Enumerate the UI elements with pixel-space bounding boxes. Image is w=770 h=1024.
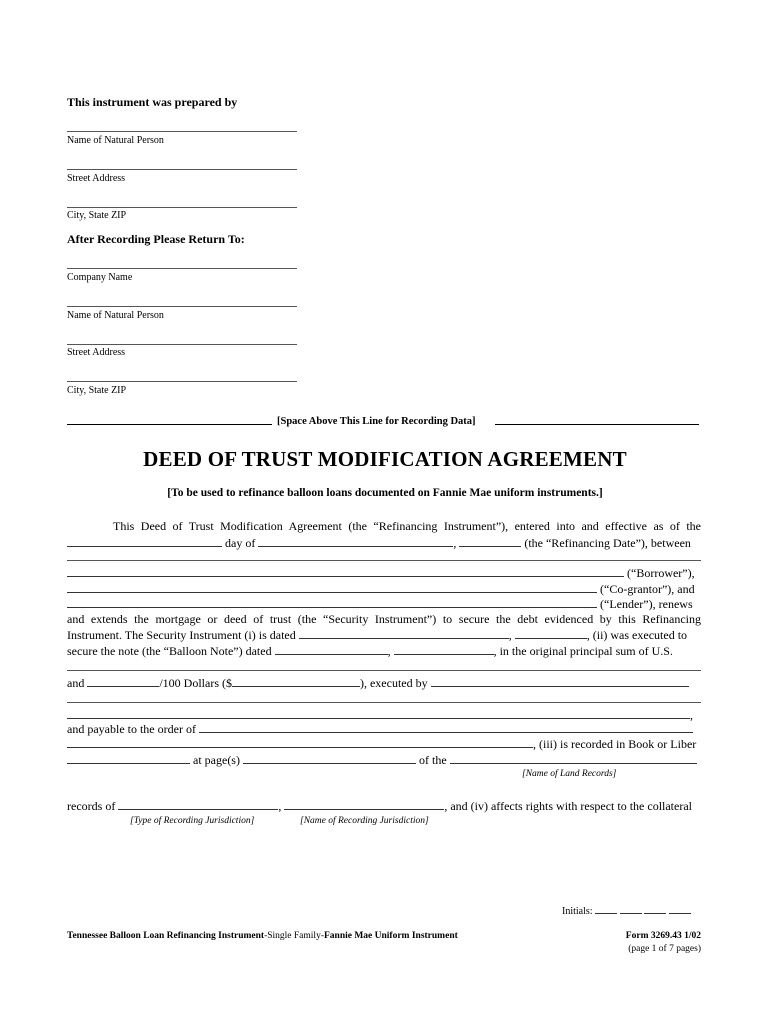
prepared-name-label: Name of Natural Person — [67, 135, 164, 146]
body-line-11 — [67, 707, 701, 722]
security-year-blank[interactable] — [515, 627, 587, 639]
page-text: at page(s) — [193, 753, 240, 767]
footer-page-number: (page 1 of 7 pages) — [628, 944, 701, 954]
collateral-text: , and (iv) affects rights with respect to the collateral — [444, 799, 692, 813]
body-line-14 — [67, 752, 701, 767]
jurisdiction-type-blank[interactable] — [118, 798, 278, 810]
initials-row — [562, 905, 691, 917]
body-line-2 — [67, 535, 701, 550]
body-line-1: This Deed of Trust Modification Agreement (the “Refinancing Instrument”), entered into and effective as of the — [113, 519, 701, 533]
comma-text: , — [508, 628, 512, 642]
footer-uniform: Fannie Mae Uniform Instrument — [323, 931, 458, 941]
prepared-by-heading: This instrument was prepared by — [67, 95, 238, 109]
book-blank[interactable] — [67, 752, 190, 764]
dollars-words-blank[interactable] — [87, 675, 159, 687]
initials-label: Initials: — [562, 906, 593, 917]
body-line-6: and extends the mortgage or deed of trust (the “Security Instrument”) to secure the debt evidenced by this Refinancing — [67, 612, 701, 626]
of-the-text: of the — [418, 753, 447, 767]
note-date-blank[interactable] — [275, 643, 388, 655]
jurisdiction-name-blank[interactable] — [284, 798, 444, 810]
return-to-heading: After Recording Please Return To: — [67, 232, 245, 246]
cograntor-line — [67, 581, 701, 596]
footer-family: -Single Family- — [264, 931, 324, 941]
initials-blank-1[interactable] — [595, 905, 617, 914]
prepared-city-label: City, State ZIP — [67, 210, 127, 221]
day-blank[interactable] — [67, 535, 222, 547]
records-of-text: records of — [67, 799, 116, 813]
recording-space-label: [Space Above This Line for Recording Data] — [277, 416, 476, 427]
payee-blank-2[interactable] — [67, 736, 533, 748]
dollars-amount-blank[interactable] — [232, 675, 360, 687]
return-company-label: Company Name — [67, 272, 133, 283]
initials-blank-4[interactable] — [669, 905, 691, 914]
executed-to-text: , (ii) was executed to — [586, 628, 688, 642]
comma-text: , — [690, 708, 693, 722]
comma-text: , — [278, 799, 282, 813]
blank-line-2[interactable] — [67, 670, 701, 671]
lender-blank[interactable] — [67, 596, 597, 608]
footer-instrument-name: Tennessee Balloon Loan Refinancing Instrument — [67, 931, 265, 941]
prepared-street-label: Street Address — [67, 173, 126, 184]
initials-blank-3[interactable] — [644, 905, 666, 914]
day-of-text: day of — [225, 536, 256, 550]
comma-text: , — [387, 644, 391, 658]
balloon-note-text: secure the note (the “Balloon Note”) dated — [67, 644, 272, 658]
document-subtitle: [To be used to refinance balloon loans documented on Fannie Mae uniform instruments.] — [167, 487, 603, 499]
executed-by-blank[interactable] — [431, 675, 689, 687]
prepared-city-line[interactable] — [67, 207, 297, 208]
executed-by-text: ), executed by — [359, 676, 428, 690]
cograntor-blank[interactable] — [67, 581, 597, 593]
blank-line-3[interactable] — [67, 702, 701, 703]
return-street-line[interactable] — [67, 344, 297, 345]
comma-text: , — [453, 536, 457, 550]
executed-by-blank-2[interactable] — [67, 707, 690, 719]
body-line-12 — [67, 721, 701, 736]
lender-label: (“Lender”), renews — [600, 597, 693, 611]
security-date-blank[interactable] — [299, 627, 509, 639]
footer-form-number: Form 3269.43 1/02 — [625, 931, 701, 941]
borrower-line — [67, 565, 701, 580]
body-line-7 — [67, 627, 701, 642]
land-records-blank[interactable] — [450, 752, 697, 764]
jurisdiction-name-caption: [Name of Recording Jurisdiction] — [300, 816, 429, 826]
dollars-text: /100 Dollars ($ — [159, 676, 232, 690]
payee-blank[interactable] — [199, 721, 693, 733]
return-street-label: Street Address — [67, 347, 126, 358]
page-blank[interactable] — [243, 752, 416, 764]
refinancing-date-text: (the “Refinancing Date”), between — [524, 536, 691, 550]
return-city-line[interactable] — [67, 381, 297, 382]
body-line-13 — [67, 736, 701, 751]
return-company-line[interactable] — [67, 268, 297, 269]
body-line-10 — [67, 675, 701, 690]
recording-rule-right — [495, 424, 699, 425]
lender-line — [67, 596, 701, 611]
borrower-blank[interactable] — [67, 565, 624, 577]
prepared-name-line[interactable] — [67, 131, 297, 132]
document-title: DEED OF TRUST MODIFICATION AGREEMENT — [143, 447, 627, 471]
return-name-label: Name of Natural Person — [67, 310, 164, 321]
return-city-label: City, State ZIP — [67, 385, 127, 396]
book-liber-text: , (iii) is recorded in Book or Liber — [533, 737, 697, 751]
footer-instrument — [67, 931, 458, 941]
security-dated-text: Instrument. The Security Instrument (i) is dated — [67, 628, 296, 642]
prepared-street-line[interactable] — [67, 169, 297, 170]
principal-sum-text: , in the original principal sum of U.S. — [493, 644, 673, 658]
month-blank[interactable] — [258, 535, 453, 547]
body-line-16 — [67, 798, 701, 813]
year-blank[interactable] — [459, 535, 521, 547]
return-name-line[interactable] — [67, 306, 297, 307]
blank-line-1[interactable] — [67, 560, 701, 561]
jurisdiction-type-caption: [Type of Recording Jurisdiction] — [130, 816, 255, 826]
recording-rule-left — [67, 424, 272, 425]
initials-blank-2[interactable] — [620, 905, 642, 914]
and-text: and — [67, 676, 85, 690]
borrower-label: (“Borrower”), — [627, 566, 695, 580]
cograntor-label: (“Co-grantor”), and — [600, 582, 695, 596]
payable-to-text: and payable to the order of — [67, 722, 196, 736]
land-records-caption: [Name of Land Records] — [522, 769, 617, 779]
note-year-blank[interactable] — [394, 643, 494, 655]
body-line-8 — [67, 643, 701, 658]
